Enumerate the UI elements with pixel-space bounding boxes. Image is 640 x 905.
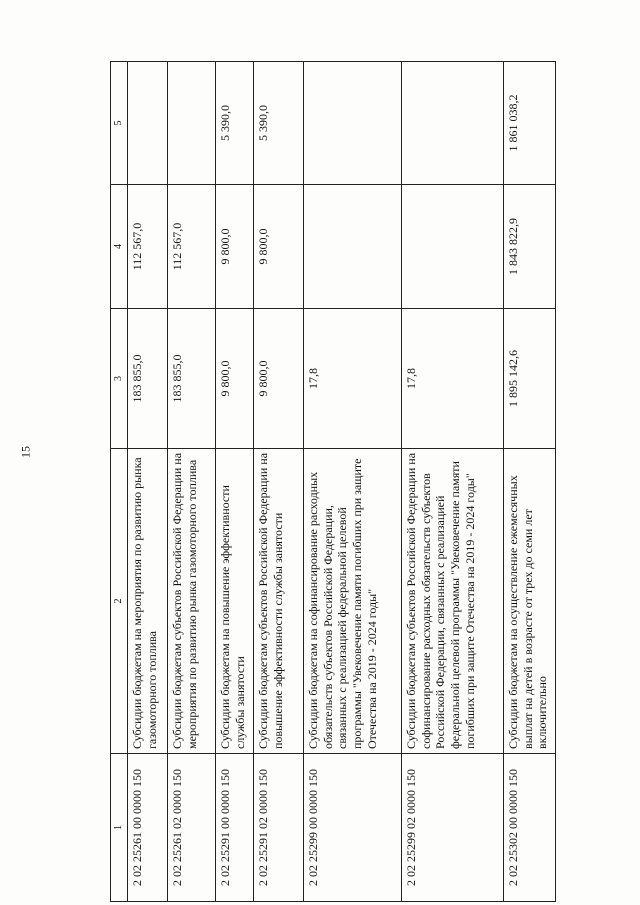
table-row xyxy=(304,62,402,902)
amount-col-4: 9 800,0 xyxy=(254,185,304,309)
amount-col-3: 1 895 142,6 xyxy=(504,309,556,449)
budget-item-name: Субсидии бюджетам субъектов Российской Федерации на повышение эффективности службы занятости xyxy=(254,449,304,754)
table-row xyxy=(216,62,254,902)
page-number: 15 xyxy=(18,446,33,458)
amount-col-5 xyxy=(304,62,402,185)
amount-col-3: 183 855,0 xyxy=(168,309,216,449)
column-number: 2 xyxy=(111,449,128,754)
amount-col-5: 1 861 038,2 xyxy=(504,62,556,185)
amount-col-5: 5 390,0 xyxy=(216,62,254,185)
column-number: 5 xyxy=(111,62,128,185)
amount-col-3: 183 855,0 xyxy=(128,309,168,449)
table-row xyxy=(254,62,304,902)
column-number: 1 xyxy=(111,754,128,902)
budget-code: 2 02 25302 00 0000 150 xyxy=(504,754,556,902)
amount-col-3: 17,8 xyxy=(304,309,402,449)
budget-code: 2 02 25299 02 0000 150 xyxy=(402,754,504,902)
budget-code: 2 02 25291 00 0000 150 xyxy=(216,754,254,902)
amount-col-4 xyxy=(402,185,504,309)
table-row xyxy=(128,62,168,902)
amount-col-5: 5 390,0 xyxy=(254,62,304,185)
amount-col-5 xyxy=(168,62,216,185)
budget-table-container xyxy=(110,62,550,902)
table-row xyxy=(504,62,556,902)
amount-col-4 xyxy=(304,185,402,309)
amount-col-3: 17,8 xyxy=(402,309,504,449)
table-row xyxy=(402,62,504,902)
budget-item-name: Субсидии бюджетам на повышение эффективности службы занятости xyxy=(216,449,254,754)
amount-col-5 xyxy=(402,62,504,185)
amount-col-4: 9 800,0 xyxy=(216,185,254,309)
amount-col-4: 112 567,0 xyxy=(128,185,168,309)
budget-item-name: Субсидии бюджетам субъектов Российской Федерации на мероприятия по развитию рынка газомоторного топлива xyxy=(168,449,216,754)
amount-col-3: 9 800,0 xyxy=(254,309,304,449)
column-number-row xyxy=(111,62,128,902)
budget-code: 2 02 25299 00 0000 150 xyxy=(304,754,402,902)
table-row xyxy=(168,62,216,902)
amount-col-4: 112 567,0 xyxy=(168,185,216,309)
budget-table xyxy=(110,61,556,902)
budget-item-name: Субсидии бюджетам на софинансирование расходных обязательств субъектов Российской Федерации, связанных с реализацией федеральной целевой программы "Увековечение памяти погибших при защите Отечества на 2019 - 2024 годы" xyxy=(304,449,402,754)
budget-code: 2 02 25261 02 0000 150 xyxy=(168,754,216,902)
budget-item-name: Субсидии бюджетам на мероприятия по развитию рынка газомоторного топлива xyxy=(128,449,168,754)
amount-col-4: 1 843 822,9 xyxy=(504,185,556,309)
column-number: 4 xyxy=(111,185,128,309)
column-number: 3 xyxy=(111,309,128,449)
rotated-table-frame xyxy=(110,62,550,902)
budget-item-name: Субсидии бюджетам на осуществление ежемесячных выплат на детей в возрасте от трех до семи лет включительно xyxy=(504,449,556,754)
amount-col-3: 9 800,0 xyxy=(216,309,254,449)
budget-code: 2 02 25291 02 0000 150 xyxy=(254,754,304,902)
amount-col-5 xyxy=(128,62,168,185)
budget-code: 2 02 25261 00 0000 150 xyxy=(128,754,168,902)
budget-item-name: Субсидии бюджетам субъектов Российской Федерации на софинансирование расходных обязательств субъектов Российской Федерации, связанных с реализацией федеральной целевой программы "Увековечение памяти погибших при защите Отечества на 2019 - 2024 годы" xyxy=(402,449,504,754)
